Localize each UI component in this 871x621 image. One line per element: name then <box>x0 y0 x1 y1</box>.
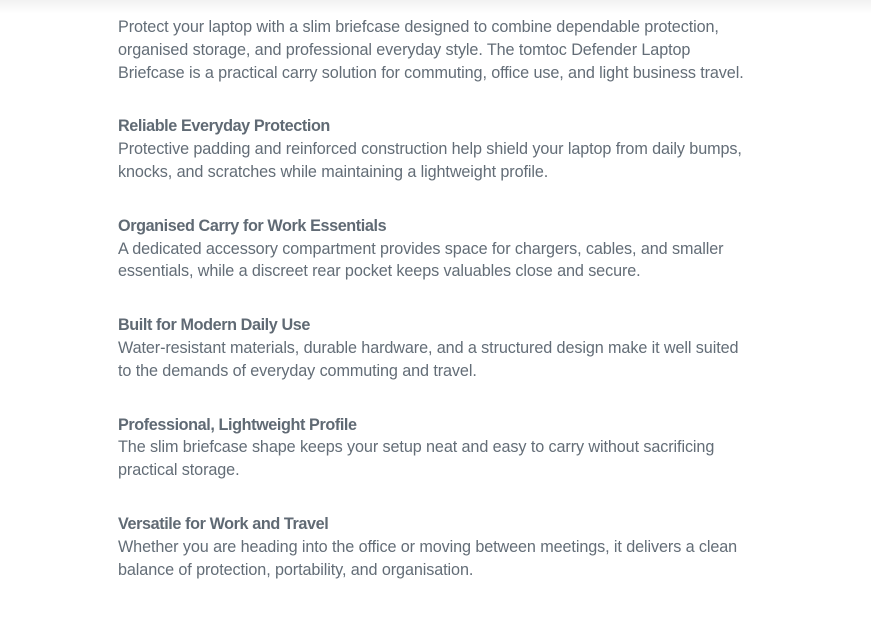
product-description <box>118 16 748 581</box>
feature-body: Protective padding and reinforced construction help shield your laptop from daily bumps, knocks, and scratches while maintaining a lightweight profile. <box>118 140 742 181</box>
feature-body: Water-resistant materials, durable hardware, and a structured design make it well suited to the demands of everyday commuting and travel. <box>118 338 739 380</box>
feature-heading: Versatile for Work and Travel <box>118 514 329 533</box>
feature-heading: Reliable Everyday Protection <box>118 117 330 136</box>
feature-heading: Organised Carry for Work Essentials <box>118 216 387 235</box>
feature-body: Whether you are heading into the office or moving between meetings, it delivers a clean balance of protection, portability, and organisation. <box>118 537 738 579</box>
feature-section-protection <box>118 115 748 183</box>
feature-heading: Built for Modern Daily Use <box>118 316 310 335</box>
top-scroll-shadow <box>0 0 871 14</box>
feature-body: The slim briefcase shape keeps your setup neat and easy to carry without sacrificing practical storage. <box>118 438 715 480</box>
description-intro: Protect your laptop with a slim briefcase designed to combine dependable protection, organised storage, and professional everyday style. The tomtoc Defender Laptop Briefcase is a practical carry solution for commuting, office use, and light business travel. <box>118 18 744 82</box>
feature-section-organised-carry <box>118 215 748 283</box>
feature-section-daily-use <box>118 314 748 382</box>
feature-heading: Professional, Lightweight Profile <box>118 415 357 434</box>
feature-body: A dedicated accessory compartment provides space for chargers, cables, and smaller essentials, while a discreet rear pocket keeps valuables close and secure. <box>118 239 724 281</box>
feature-section-versatile <box>118 513 748 581</box>
feature-section-lightweight-profile <box>118 414 748 482</box>
